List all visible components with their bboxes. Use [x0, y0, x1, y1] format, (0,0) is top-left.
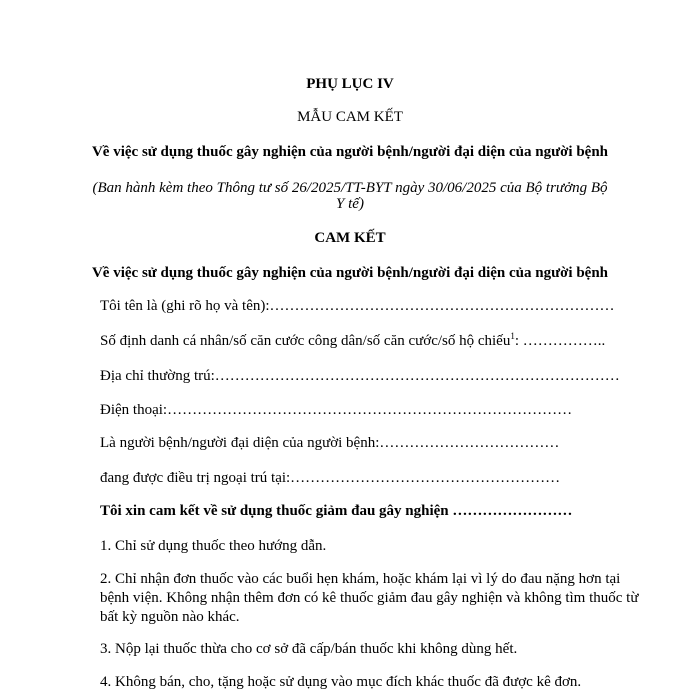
- address-field: Địa chỉ thường trú:………………………………………………………………………: [100, 368, 620, 384]
- id-number-dots: : ……………..: [514, 333, 606, 349]
- footnote-marker: 1: [510, 331, 515, 341]
- commitment-title: CAM KẾT: [314, 230, 386, 246]
- commitment-subject: Về việc sử dụng thuốc gây nghiện của người bệnh/người đại diện của người bệnh: [91, 265, 609, 281]
- pledge-item-2: 2. Chỉ nhận đơn thuốc vào các buổi hẹn khám, hoặc khám lại vì lý do đau nặng hơn tại bệnh viện. Không nhận thêm đơn có kê thuốc giảm đau gây nghiện và không tìm thuốc từ bất kỳ nguồn nào khác.: [100, 571, 639, 625]
- pledge-item-4: 4. Không bán, cho, tặng hoặc sử dụng vào mục đích khác thuốc đã được kê đơn.: [100, 674, 582, 690]
- pledge-item-1: 1. Chỉ sử dụng thuốc theo hướng dẫn.: [100, 538, 327, 554]
- form-title: MẪU CAM KẾT: [297, 109, 403, 125]
- treatment-location-field: đang được điều trị ngoại trú tại:………………………………………………: [100, 470, 561, 486]
- id-number-label: Số định danh cá nhân/số căn cước công dân/số căn cước/số hộ chiếu: [100, 333, 511, 349]
- role-field: Là người bệnh/người đại diện của người bệnh:………………………………: [100, 435, 560, 451]
- name-field: Tôi tên là (ghi rõ họ và tên):……………………………………………………………: [100, 298, 615, 314]
- issued-by-line-1: (Ban hành kèm theo Thông tư số 26/2025/TT-BYT ngày 30/06/2025 của Bộ trưởng Bộ: [92, 180, 608, 196]
- issued-by-line-2: Y tế): [336, 196, 364, 212]
- id-number-field: [100, 332, 605, 350]
- pledge-heading: Tôi xin cam kết về sử dụng thuốc giảm đau gây nghiện ……………………: [100, 503, 573, 519]
- appendix-heading: PHỤ LỤC IV: [306, 76, 394, 92]
- form-subject: Về việc sử dụng thuốc gây nghiện của người bệnh/người đại diện của người bệnh: [91, 144, 609, 160]
- pledge-item-3: 3. Nộp lại thuốc thừa cho cơ sở đã cấp/bán thuốc khi không dùng hết.: [100, 641, 518, 657]
- phone-field: Điện thoại:………………………………………………………………………: [100, 402, 573, 418]
